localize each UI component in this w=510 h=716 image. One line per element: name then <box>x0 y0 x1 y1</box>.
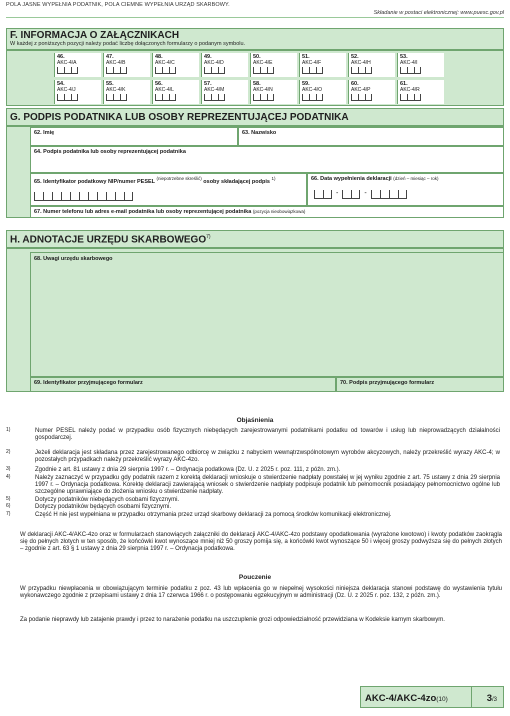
footnote-mark: 6) <box>6 503 11 509</box>
tax-id-label-main: 65. Identyfikator podatkowy NIP/numer PESEL <box>34 178 155 185</box>
attachment-field[interactable] <box>54 53 101 77</box>
date-input-boxes[interactable] <box>314 190 407 199</box>
notes-title-text: Objaśnienia <box>236 417 274 424</box>
receiver-signature-label: 70. Podpis przyjmującego formularz <box>340 380 435 386</box>
attachment-count-boxes[interactable] <box>204 94 225 102</box>
tax-id-footnote-ref: 1) <box>271 176 276 181</box>
attachment-number: 47. <box>106 54 114 60</box>
attachment-number: 51. <box>302 54 310 60</box>
attachment-number: 46. <box>57 54 65 60</box>
pouczenie-heading <box>6 574 504 581</box>
last-name-label: 63. Nazwisko <box>242 130 277 136</box>
attachment-field[interactable] <box>348 80 395 104</box>
attachment-number: 50. <box>253 54 261 60</box>
date-separator-2: - <box>364 190 367 197</box>
section-h-footnote-ref: 7) <box>206 234 211 240</box>
attachment-count-boxes[interactable] <box>253 94 274 102</box>
attachment-field[interactable] <box>250 80 297 104</box>
top-divider <box>6 17 504 18</box>
attachment-count-boxes[interactable] <box>253 67 274 75</box>
attachment-count-boxes[interactable] <box>351 94 372 102</box>
attachment-field[interactable] <box>103 53 150 77</box>
tax-id-input-boxes[interactable] <box>34 192 133 201</box>
receiver-id-field <box>30 377 336 392</box>
attachment-number: 59. <box>302 81 310 87</box>
attachment-number: 57. <box>204 81 212 87</box>
section-g-title: G. PODPIS PODATNIKA LUB OSOBY REPREZENTUJĄCEJ PODATNIKA <box>10 112 349 123</box>
form-top-note: POLA JASNE WYPEŁNIA PODATNIK, POLA CIEMNE WYPEŁNIA URZĄD SKARBOWY. <box>6 2 230 8</box>
pouczenie-title: Pouczenie <box>238 574 272 581</box>
attachment-number: 61. <box>400 81 408 87</box>
attachment-code: AKC-4/H <box>351 60 371 66</box>
section-f-subtitle: W każdej z poniższych pozycji należy podać liczbę dołączonych formularzy o podanym symbolu. <box>10 41 246 47</box>
tax-id-label <box>34 176 275 185</box>
date-label <box>311 176 439 182</box>
tax-office-remarks-field <box>30 252 504 377</box>
attachments-grid <box>6 50 504 106</box>
page-current: 3 <box>486 693 492 704</box>
contact-label-note: (pozycja nieobowiązkowa) <box>252 209 306 214</box>
form-code-text: AKC-4/AKC-4zo <box>365 693 437 704</box>
pouczenie-paragraph-2: Za podanie nieprawdy lub zatajenie prawdy i przez to narażenie podatku na uszczuplenie grozi odpowiedzialność przewidziana w Kodeksie karnym skarbowym. <box>20 617 445 623</box>
attachment-number: 53. <box>400 54 408 60</box>
attachment-field[interactable] <box>103 80 150 104</box>
attachment-count-boxes[interactable] <box>204 67 225 75</box>
footnote-text: Jeżeli deklaracja jest składana przez zarejestrowanego odbiorcę w związku z nabyciem wewnątrzwspólnotowym wyrobów akcyzowych, należy przekreślić wyrazy AKC-4; w pozostałych przypadkach należy przekreślić wyrazy AKC-4zo. <box>35 450 500 463</box>
attachment-count-boxes[interactable] <box>351 67 372 75</box>
attachment-code: AKC-4/A <box>57 60 77 66</box>
date-label-format: (dzień – miesiąc – rok) <box>393 176 439 181</box>
footer-divider <box>471 687 472 707</box>
attachment-number: 55. <box>106 81 114 87</box>
tax-id-label-note: (niepotrzebne skreślić) <box>156 176 202 181</box>
attachment-field[interactable] <box>152 80 199 104</box>
footnote-mark: 7) <box>6 511 11 517</box>
attachment-number: 60. <box>351 81 359 87</box>
attachment-field[interactable] <box>250 53 297 77</box>
footnote-text: Numer PESEL należy podać w przypadku osób fizycznych niebędących zarejestrowanymi podatnikami podatku od towarów i usług lub nieprowadzących działalności gospodarczej. <box>35 428 500 441</box>
attachment-count-boxes[interactable] <box>155 67 176 75</box>
attachment-code: AKC-4/I <box>400 60 418 66</box>
attachment-count-boxes[interactable] <box>400 94 421 102</box>
section-f-header <box>6 28 504 50</box>
pouczenie-paragraph-1: W przypadku niewpłacenia w obowiązującym terminie podatku z poz. 43 lub wpłacenia go w niepełnej wysokości niniejsza deklaracja stanowi podstawę do wystawienia tytułu wykonawczego zgodnie z przepisami ustawy z dnia 17 czerwca 1966 r. o postępowaniu egzekucyjnym w administracji (Dz. U. z 2025 r. poz. 132, z późn. zm.). <box>20 586 502 599</box>
page-total: /3 <box>491 697 497 703</box>
signature-label: 64. Podpis podatnika lub osoby reprezentującej podatnika <box>34 149 186 155</box>
attachment-code: AKC-4/C <box>155 60 175 66</box>
attachment-code: AKC-4/M <box>204 87 225 93</box>
form-footer <box>360 686 504 708</box>
signature-field[interactable] <box>30 146 504 173</box>
form-code <box>365 693 448 704</box>
attachment-count-boxes[interactable] <box>106 67 127 75</box>
attachment-count-boxes[interactable] <box>155 94 176 102</box>
receiver-signature-field <box>336 377 504 392</box>
attachment-number: 52. <box>351 54 359 60</box>
section-g-header <box>6 108 504 126</box>
date-field[interactable] <box>307 173 504 206</box>
attachment-number: 58. <box>253 81 261 87</box>
attachment-code: AKC-4/F <box>302 60 322 66</box>
attachment-code: AKC-4/E <box>253 60 273 66</box>
attachment-number: 56. <box>155 81 163 87</box>
attachment-field[interactable] <box>201 53 248 77</box>
rounding-paragraph: W deklaracji AKC-4/AKC-4zo oraz w formularzach stanowiących załączniki do deklaracji AKC-4/AKC-4zo podstawy opodatkowania (wyrażone kwotowo) i kwoty podatków zaokrągla się do pełnych złotych w ten sposób, że końcówki kwot wynoszące mniej niż 50 groszy pomija się, a końcówki kwot wynoszące 50 i więcej groszy podwyższa się do pełnych złotych – zgodnie z art. 63 § 1 ustawy z dnia 29 sierpnia 1997 r. – Ordynacja podatkowa. <box>20 532 502 552</box>
notes-title <box>6 417 504 424</box>
footnote-mark: 3) <box>6 466 11 472</box>
section-h-title-text: H. ADNOTACJE URZĘDU SKARBOWEGO <box>10 234 207 246</box>
footnote-text: Część H nie jest wypełniana w przypadku otrzymania przez urząd skarbowy deklaracji za pomocą środków komunikacji elektronicznej. <box>35 512 392 518</box>
contact-field[interactable] <box>30 206 504 218</box>
attachment-code: AKC-4/K <box>106 87 126 93</box>
attachment-count-boxes[interactable] <box>302 94 323 102</box>
attachment-field[interactable] <box>348 53 395 77</box>
attachment-count-boxes[interactable] <box>106 94 127 102</box>
footnote-mark: 5) <box>6 496 11 502</box>
section-h-header <box>6 230 504 248</box>
section-h-title <box>7 231 503 245</box>
form-version: (10) <box>436 696 448 703</box>
tax-office-remarks-label: 68. Uwagi urzędu skarbowego <box>34 256 113 262</box>
footnote-mark: 2) <box>6 449 11 455</box>
attachment-field[interactable] <box>152 53 199 77</box>
attachment-code: AKC-4/B <box>106 60 126 66</box>
tax-id-field[interactable] <box>30 173 307 206</box>
attachment-code: AKC-4/P <box>351 87 371 93</box>
attachment-count-boxes[interactable] <box>57 67 78 75</box>
attachment-code: AKC-4/D <box>204 60 224 66</box>
receiver-id-label: 69. Identyfikator przyjmującego formularz <box>34 380 143 386</box>
contact-label <box>34 209 305 215</box>
date-separator-1: - <box>336 190 339 197</box>
footnote-mark: 4) <box>6 474 11 480</box>
section-f-title: F. INFORMACJA O ZAŁĄCZNIKACH <box>10 30 180 41</box>
date-label-main: 66. Data wypełnienia deklaracji <box>311 176 392 182</box>
attachment-field[interactable] <box>201 80 248 104</box>
contact-label-main: 67. Numer telefonu lub adres e-mail podatnika lub osoby reprezentującej podatnika <box>34 209 252 215</box>
attachment-code: AKC-4/N <box>253 87 273 93</box>
footnote-text: Dotyczy podatników będących osobami fizycznymi. <box>35 504 172 510</box>
submission-note: Składanie w postaci elektronicznej: www.puesc.gov.pl <box>373 10 504 16</box>
attachment-code: AKC-4/R <box>400 87 420 93</box>
attachment-field[interactable] <box>54 80 101 104</box>
attachment-code: AKC-4/L <box>155 87 174 93</box>
attachment-field[interactable] <box>397 53 444 77</box>
attachment-field[interactable] <box>299 80 346 104</box>
attachment-field[interactable] <box>299 53 346 77</box>
attachment-count-boxes[interactable] <box>57 94 78 102</box>
attachment-field[interactable] <box>397 80 444 104</box>
attachment-count-boxes[interactable] <box>400 67 421 75</box>
first-name-field[interactable] <box>30 127 238 146</box>
page-number <box>487 693 497 704</box>
attachment-number: 54. <box>57 81 65 87</box>
footnote-text: Dotyczy podatników niebędących osobami fizycznymi. <box>35 497 180 503</box>
footnote-text: Zgodnie z art. 81 ustawy z dnia 29 sierpnia 1997 r. – Ordynacja podatkowa (Dz. U. z 2025 r. poz. 111, z późn. zm.). <box>35 467 341 473</box>
attachment-number: 49. <box>204 54 212 60</box>
attachment-code: AKC-4/J <box>57 87 76 93</box>
attachment-number: 48. <box>155 54 163 60</box>
attachment-code: AKC-4/O <box>302 87 323 93</box>
first-name-label: 62. Imię <box>34 130 55 136</box>
tax-id-label-end: osoby składającej podpis <box>203 178 270 185</box>
footnote-mark: 1) <box>6 427 11 433</box>
attachment-count-boxes[interactable] <box>302 67 323 75</box>
footnote-text: Należy zaznaczyć w przypadku gdy podatnik razem z korektą deklaracji wnioskuje o stwierdzenie nadpłaty powstałej w jej wyniku zgodnie z art. 75 ustawy z dnia 29 sierpnia 1997 r. – Ordynacja podatkowa. Korektę deklaracji zawierającą wniosek o stwierdzenie nadpłaty podpisuje podatnik lub pełnomocnik posiadający pełnomocnictwo ogólne lub szczególne uprawniające do złożenia wniosku o stwierdzenie nadpłaty. <box>35 475 500 495</box>
last-name-field[interactable] <box>238 127 504 146</box>
